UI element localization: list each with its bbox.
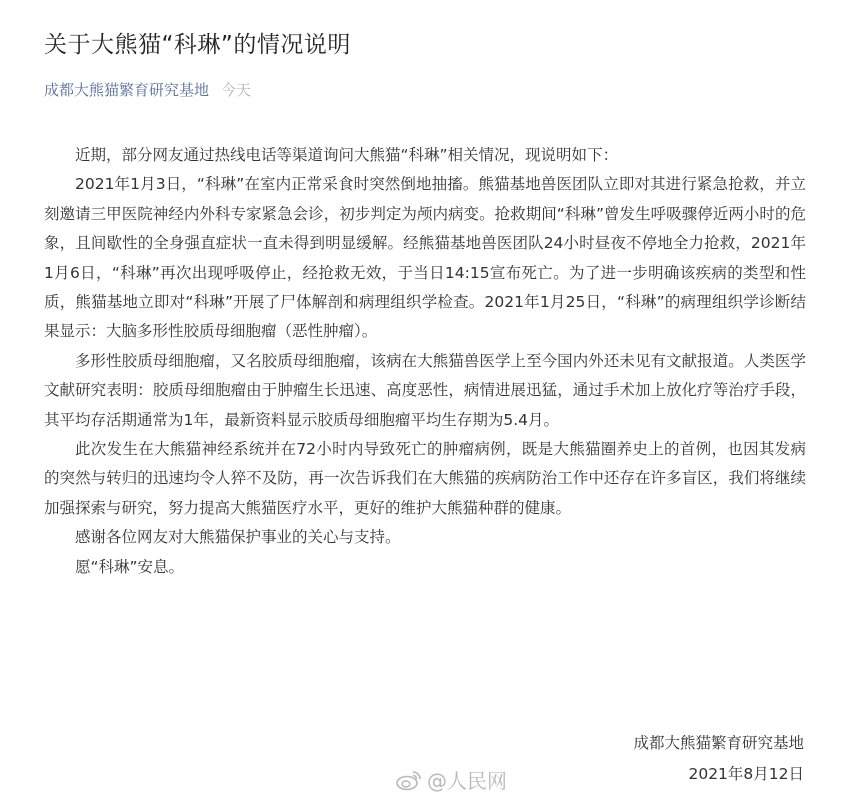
article-body xyxy=(44,141,806,582)
weibo-icon xyxy=(396,769,422,791)
signature-block xyxy=(633,728,804,790)
article-meta xyxy=(44,79,251,100)
watermark xyxy=(396,765,507,794)
signature-date: 2021年8月12日 xyxy=(688,765,804,783)
watermark-text: @人民网 xyxy=(427,769,507,793)
paragraph-intro: 近期，部分网友通过热线电话等渠道询问大熊猫“科琳”相关情况，现说明如下： xyxy=(75,146,619,164)
signature-org: 成都大熊猫繁育研究基地 xyxy=(633,734,804,752)
article-title: 关于大熊猫“科琳”的情况说明 xyxy=(44,32,351,58)
publish-date: 今天 xyxy=(221,81,252,99)
paragraph-significance: 此次发生在大熊猫神经系统并在72小时内导致死亡的肿瘤病例，既是大熊猫圈养史上的首例，也因其发病的突然与转归的迅速均令人猝不及防，再一次告诉我们在大熊猫的疾病防治工作中还存在许多盲区，我们将继续加强探索与研究，努力提高大熊猫医疗水平，更好的维护大熊猫种群的健康。 xyxy=(44,440,806,517)
paragraph-disease: 多形性胶质母细胞瘤，又名胶质母细胞瘤，该病在大熊猫兽医学上至今国内外还未见有文献报道。人类医学文献研究表明：胶质母细胞瘤由于肿瘤生长迅速、高度恶性，病情进展迅猛，通过手术加上放化疗等治疗手段，其平均存活期通常为1年，最新资料显示胶质母细胞瘤平均生存期为5.4月。 xyxy=(44,351,806,429)
paragraph-incident: 2021年1月3日，“科琳”在室内正常采食时突然倒地抽搐。熊猫基地兽医团队立即对其进行紧急抢救，并立刻邀请三甲医院神经内外科专家紧急会诊，初步判定为颅内病变。抢救期间“科琳”曾发生呼吸骤停近两小时的危象，且间歇性的全身强直症状一直未得到明显缓解。经熊猫基地兽医团队24小时昼夜不停地全力抢救，2021年1月6日，“科琳”再次出现呼吸停止，经抢救无效，于当日14:15宣布死亡。为了进一步明确该疾病的类型和性质，熊猫基地立即对“科琳”开展了尸体解剖和病理组织学检查。2021年1月25日，“科琳”的病理组织学诊断结果显示：大脑多形性胶质母细胞瘤（恶性肿瘤）。 xyxy=(44,175,806,341)
source-account-link[interactable]: 成都大熊猫繁育研究基地 xyxy=(44,81,210,99)
paragraph-thanks: 感谢各位网友对大熊猫保护事业的关心与支持。 xyxy=(75,528,401,547)
paragraph-rip: 愿“科琳”安息。 xyxy=(75,557,185,576)
